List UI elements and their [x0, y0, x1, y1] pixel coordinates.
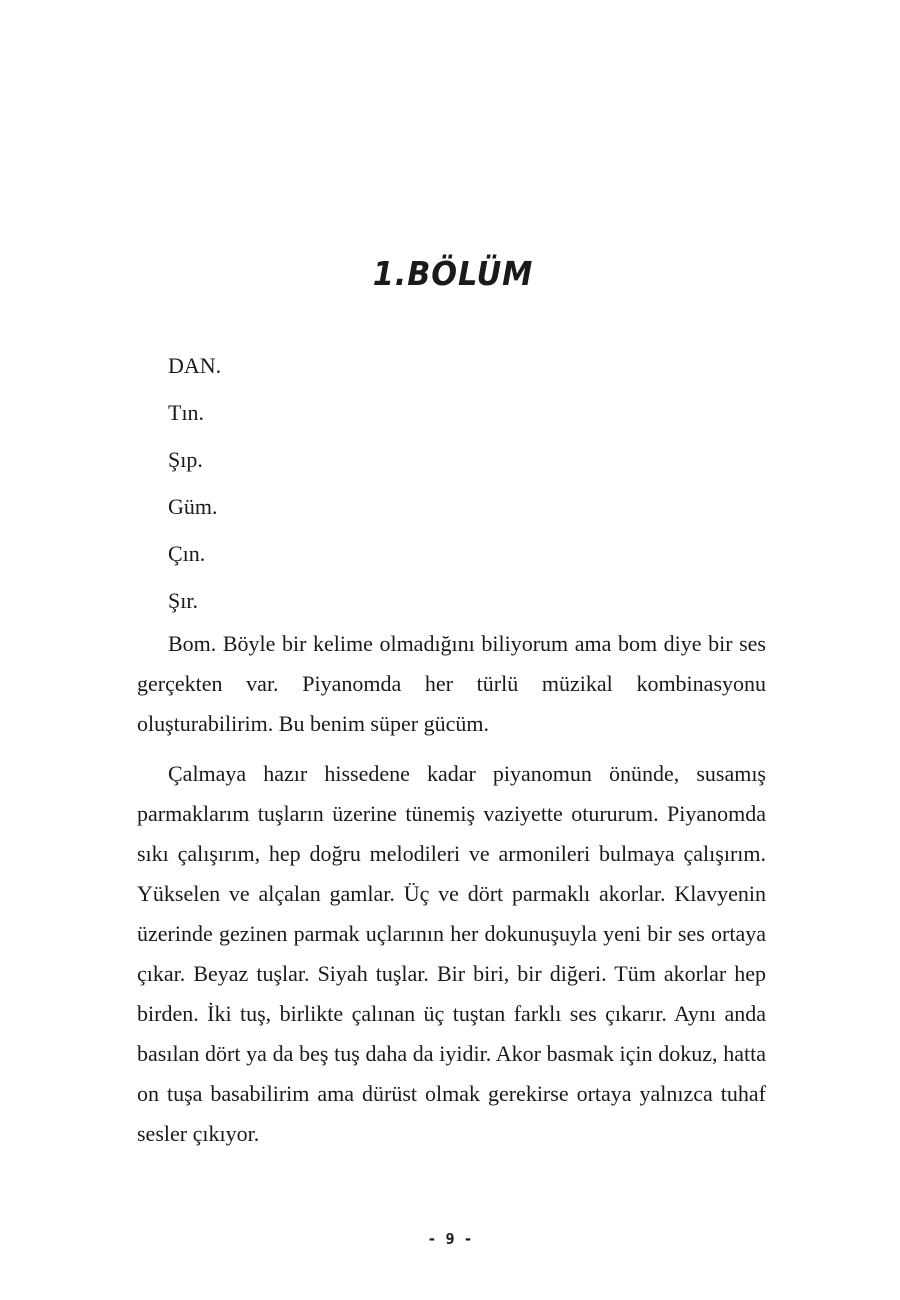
paragraph: Çalmaya hazır hissedene kadar piyanomun önünde, susamış parmaklarım tuşların üzerine tünemiş vaziyette otururum. Piyanomda sıkı çalışırım, hep doğru melodileri ve armonileri bulmaya çalışırım. Yükselen ve alçalan gamlar. Üç ve dört parmaklı akorlar. Klavyenin üzerinde gezinen parmak uçlarının her dokunuşuyla yeni bir ses ortaya çıkar. Beyaz tuşlar. Siyah tuşlar. Bir biri, bir diğeri. Tüm akorlar hep birden. İki tuş, birlikte çalınan üç tuştan farklı ses çıkarır. Aynı anda basılan dört ya da beş tuş daha da iyidir. Akor basmak için dokuz, hatta on tuşa basabilirim ama dürüst olmak gerekirse ortaya yalnızca tuhaf sesler çıkıyor.: [137, 761, 766, 1146]
sound-line: Güm.: [168, 494, 218, 519]
sound-line: Çın.: [168, 541, 206, 566]
paragraph: Bom. Böyle bir kelime olmadığını biliyorum ama bom diye bir ses gerçekten var. Piyanomda her türlü müzikal kombinasyonu oluşturabilirim. Bu benim süper gücüm.: [137, 631, 766, 736]
sound-line: Şıp.: [168, 447, 203, 472]
sound-line: Şır.: [168, 588, 198, 613]
sound-line: DAN.: [168, 353, 222, 378]
body-text: [137, 342, 766, 1154]
sound-line: Tın.: [168, 400, 205, 425]
chapter-title: 1.BÖLÜM: [372, 254, 534, 293]
page-number: - 9 -: [427, 1230, 473, 1248]
